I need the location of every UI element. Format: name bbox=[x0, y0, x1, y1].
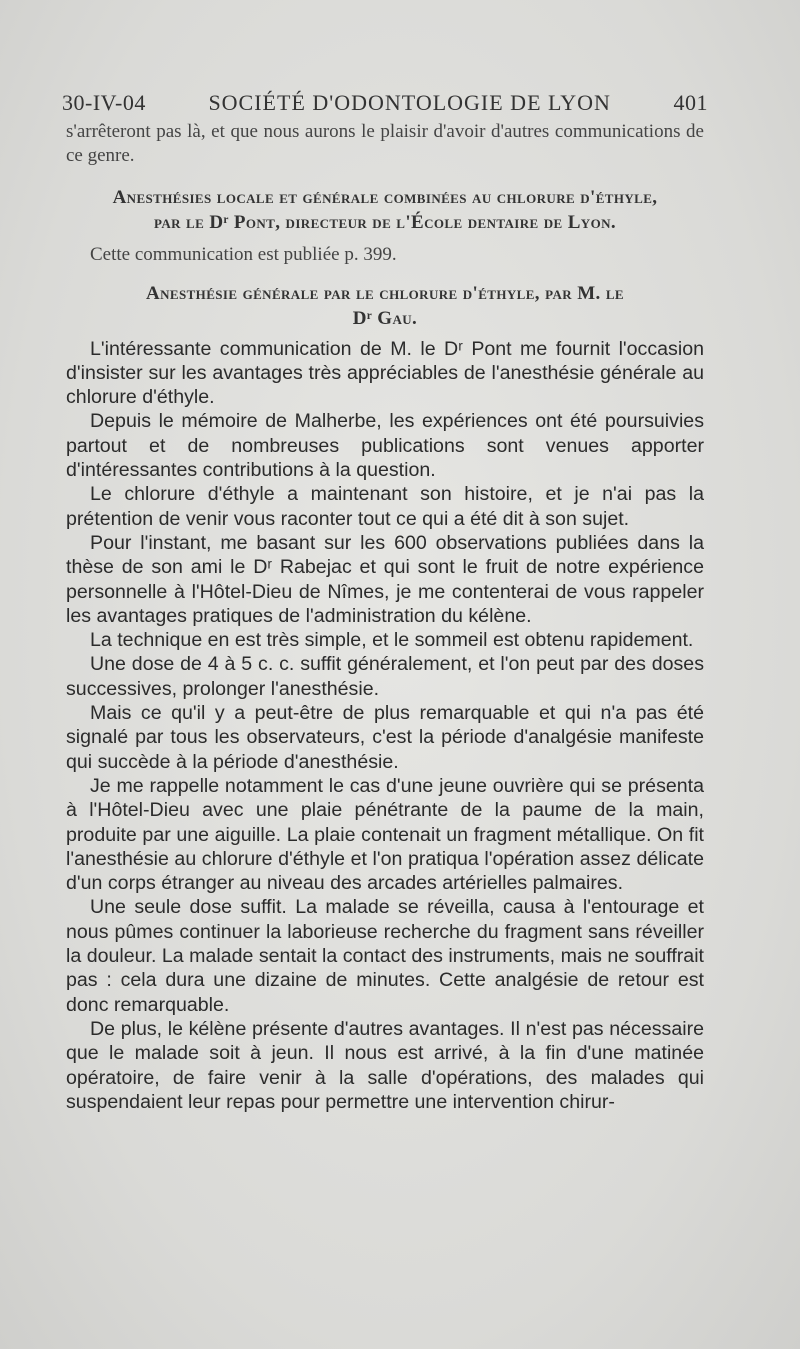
paragraph-3: Le chlorure d'éthyle a maintenant son histoire, et je n'ai pas la prétention de venir vous raconter tout ce qui a été dit à son sujet. bbox=[66, 483, 704, 530]
paragraph-6: Une dose de 4 à 5 c. c. suffit généralement, et l'on peut par des doses successives, prolonger l'anesthésie. bbox=[66, 653, 704, 700]
section-heading-2-line2: Dʳ Gau. bbox=[352, 307, 418, 329]
page-number: 401 bbox=[673, 90, 708, 115]
paragraph-10: De plus, le kélène présente d'autres avantages. Il n'est pas nécessaire que le malade soit à jeun. Il nous est arrivé, à la fin d'une matinée opératoire, de faire venir à la salle d'opérations, des malades qui suspendaient leur repas pour permettre une intervention chirur- bbox=[66, 1017, 704, 1113]
paragraph-1: L'intéressante communication de M. le Dʳ Pont me fournit l'occasion d'insister sur les avantages très appréciables de l'anesthésie générale au chlorure d'éthyle. bbox=[66, 337, 704, 409]
paragraph-8: Je me rappelle notamment le cas d'une jeune ouvrière qui se présenta à l'Hôtel-Dieu avec une plaie pénétrante de la paume de la main, produite par une aiguille. La plaie contenait un fragment métallique. On fit l'anesthésie au chlorure d'éthyle et l'on pratiqua l'opération assez délicate d'un corps étranger au niveau des arcades artérielles palmaires. bbox=[66, 774, 704, 895]
paragraph-7: Mais ce qu'il y a peut-être de plus remarquable et qui n'a pas été signalé par tous les observateurs, c'est la période d'analgésie manifeste qui succède à la période d'anesthésie. bbox=[66, 702, 704, 773]
paragraph-5: La technique en est très simple, et le sommeil est obtenu rapidement. bbox=[90, 629, 694, 652]
header-date: 30-IV-04 bbox=[62, 90, 146, 115]
continuation-text: s'arrêteront pas là, et que nous aurons le plaisir d'avoir d'autres communications de ce genre. bbox=[66, 121, 704, 167]
publication-note: Cette communication est publiée p. 399. bbox=[90, 243, 397, 265]
section-heading-1-line2: par le Dʳ Pont, directeur de l'École dentaire de Lyon. bbox=[153, 211, 617, 233]
running-header bbox=[62, 90, 708, 116]
paragraph-4: Pour l'instant, me basant sur les 600 observations publiées dans la thèse de son ami le Dʳ Rabejac et qui sont le fruit de notre expérience personnelle à l'Hôtel-Dieu de Nîmes, je me contenterai de vous rappeler les avantages pratiques de l'administration du kélène. bbox=[66, 531, 704, 627]
page-body bbox=[66, 120, 704, 1114]
paragraph-9: Une seule dose suffit. La malade se réveilla, causa à l'entourage et nous pûmes continuer la laborieuse recherche du fragment sans réveiller la douleur. La malade sentait la contact des instruments, mais ne souffrait pas : cela dura une dizaine de minutes. Cette analgésie de retour est donc remarquable. bbox=[66, 896, 704, 1016]
section-heading-2-line1: Anesthésie générale par le chlorure d'éthyle, par M. le bbox=[146, 282, 624, 304]
header-title: SOCIÉTÉ D'ODONTOLOGIE DE LYON bbox=[208, 90, 611, 115]
section-heading-2 bbox=[66, 281, 704, 331]
section-heading-1 bbox=[66, 185, 704, 235]
paragraph-2: Depuis le mémoire de Malherbe, les expériences ont été poursuivies partout et de nombreuses publications sont venues apporter d'intéressantes contributions à la question. bbox=[66, 410, 704, 482]
section-heading-1-line1: Anesthésies locale et générale combinées au chlorure d'éthyle, bbox=[112, 186, 658, 208]
